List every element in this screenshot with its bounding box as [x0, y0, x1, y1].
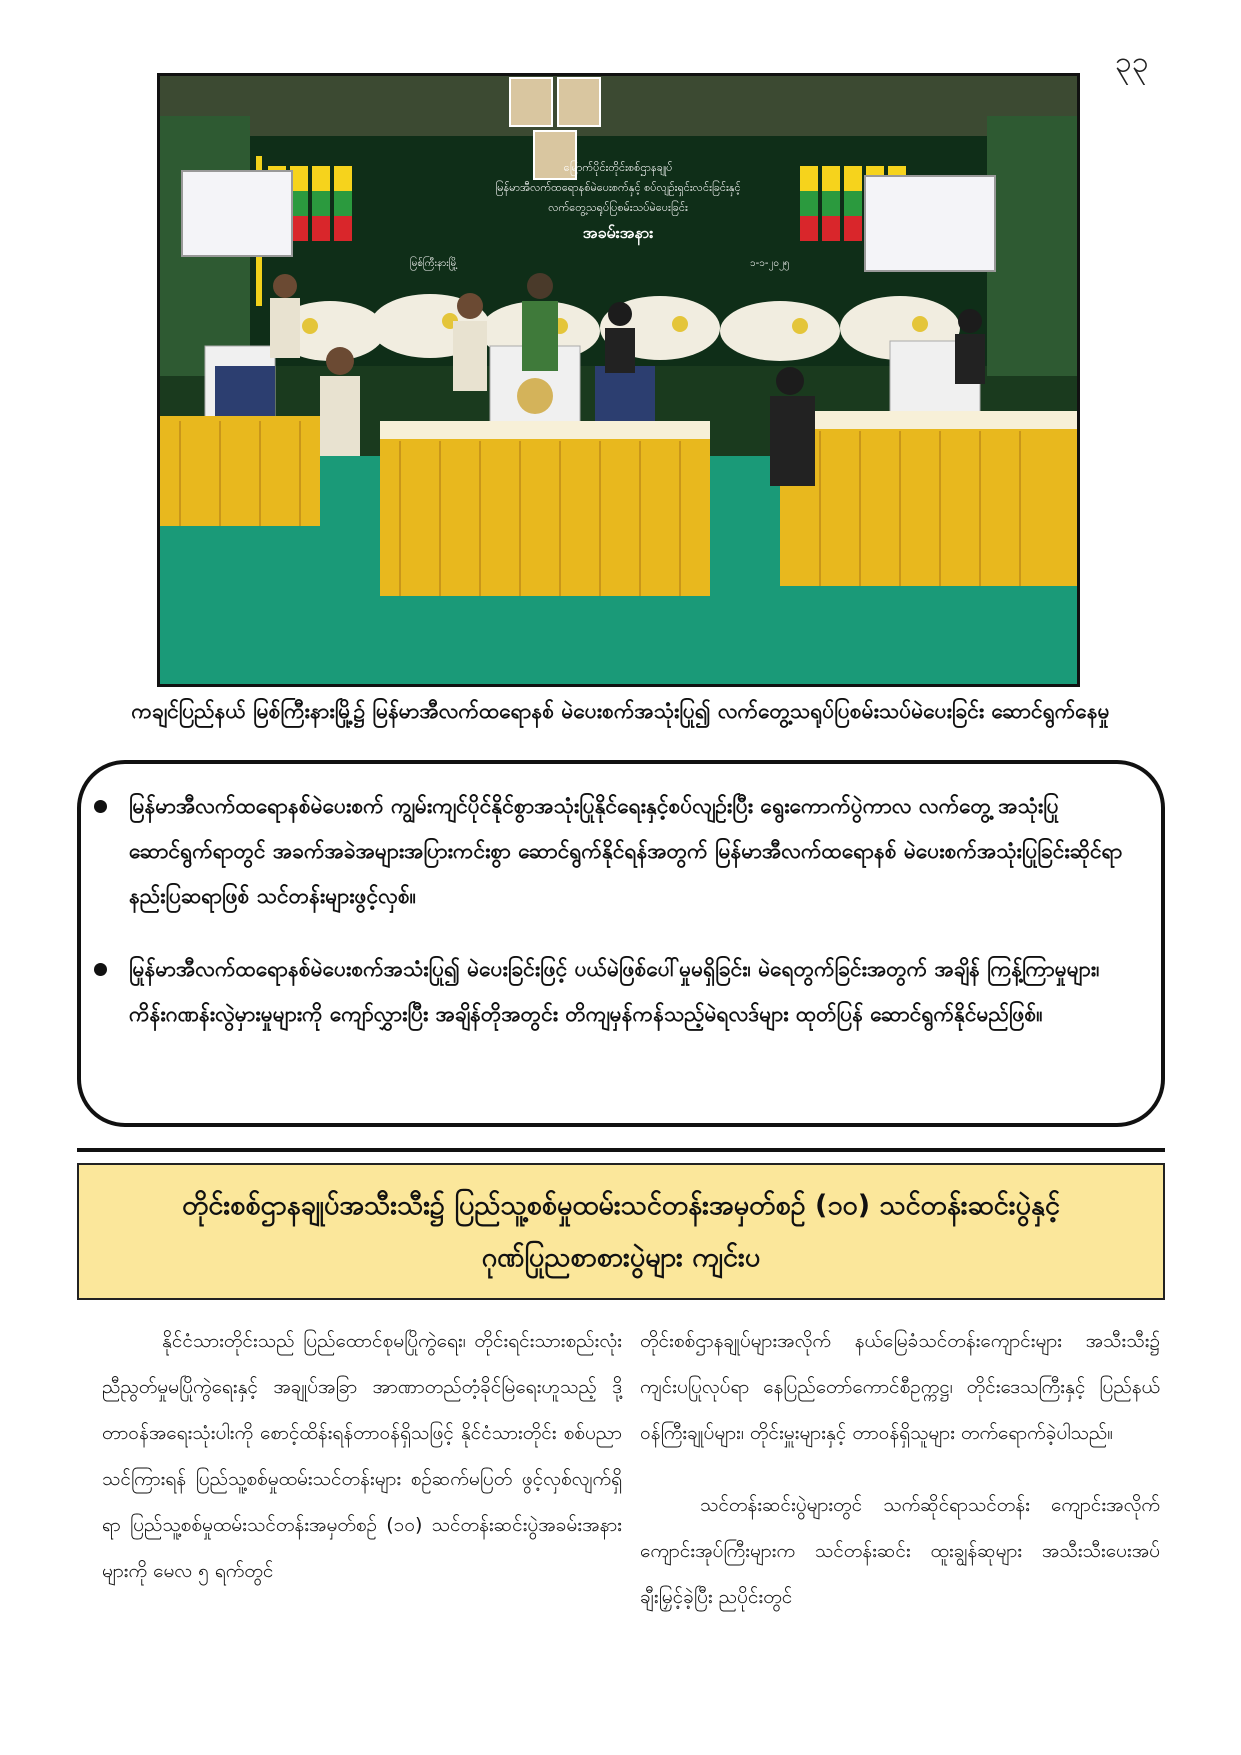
- banner-date: ၁-၁-၂၀၂၅: [750, 258, 790, 269]
- banner-line-2: မြန်မာအီလက်ထရောနစ်မဲပေးစက်နှင့် စပ်လျဉ်းရှင်းလင်းခြင်းနှင့်: [495, 181, 741, 194]
- banner-line-3: လက်တွေ့သရုပ်ပြစမ်းသပ်မဲပေးခြင်း: [548, 201, 688, 214]
- body-column-left: [102, 1318, 622, 1594]
- banner-line-4: အခမ်းအနား: [582, 223, 654, 242]
- event-photo: [157, 73, 1080, 687]
- body-paragraph: သင်တန်းဆင်းပွဲများတွင် သက်ဆိုင်ရာသင်တန်း ကျောင်းအလိုက် ကျောင်းအုပ်ကြီးများက သင်တန်းဆင်း ထူးချွန်ဆုများ အသီးသီးပေးအပ်ချီးမြှင့်ခဲ့ပြီး ညပိုင်းတွင်: [640, 1494, 1160, 1608]
- banner-place: မြစ်ကြီးနားမြို့: [410, 258, 458, 269]
- body-paragraph: တိုင်းစစ်ဌာနချုပ်များအလိုက် နယ်မြေခံသင်တန်းကျောင်းများ အသီးသီး၌ ကျင်းပပြုလုပ်ရာ နေပြည်တော်ကောင်စီဥက္ကဋ္ဌ၊ တိုင်းဒေသကြီးနှင့် ပြည်နယ်ဝန်ကြီးချုပ်များ၊ တိုင်းမှူးများနှင့် တာဝန်ရှိသူများ တက်ရောက်ခဲ့ပါသည်။: [640, 1330, 1160, 1444]
- bullet-text: မြန်မာအီလက်ထရောနစ်မဲပေးစက်အသုံးပြု၍ မဲပေးခြင်းဖြင့် ပယ်မဲဖြစ်ပေါ်မှုမရှိခြင်း၊ မဲရေတွက်ခြင်းအတွက် အချိန် ကြန့်ကြာမှုများ၊ ကိန်းဂဏန်းလွဲမှားမှုများကို ကျော်လွှားပြီး အချိန်တိုအတွင်း တိကျမှန်ကန်သည့်မဲရလဒ်များ ထုတ်ပြန် ဆောင်ရွက်နိုင်မည်ဖြစ်။: [129, 957, 1100, 1026]
- body-column-right: [640, 1318, 1160, 1620]
- highlight-box: [77, 760, 1165, 1127]
- bullet-dot-icon: [94, 963, 107, 976]
- article-headline: [77, 1163, 1165, 1300]
- banner-line-1: မြောက်ပိုင်းတိုင်းစစ်ဌာနချုပ်: [563, 161, 673, 174]
- headline-line-1: တိုင်းစစ်ဌာနချုပ်အသီးသီး၌ ပြည်သူ့စစ်မှုထမ်းသင်တန်းအမှတ်စဉ် (၁၀) သင်တန်းဆင်းပွဲနှင့်: [182, 1190, 1060, 1221]
- bullet-item: [129, 784, 1139, 919]
- bullet-text: မြန်မာအီလက်ထရောနစ်မဲပေးစက် ကျွမ်းကျင်ပိုင်နိုင်စွာအသုံးပြုနိုင်ရေးနှင့်စပ်လျဉ်းပြီး ရွေးကောက်ပွဲကာလ လက်တွေ့ အသုံးပြုဆောင်ရွက်ရာတွင် အခက်အခဲအများအပြားကင်းစွာ ဆောင်ရွက်နိုင်ရန်အတွက် မြန်မာအီလက်ထရောနစ် မဲပေးစက်အသုံးပြုခြင်းဆိုင်ရာ နည်းပြဆရာဖြစ် သင်တန်းများဖွင့်လှစ်။: [129, 794, 1123, 908]
- photo-caption: ကချင်ပြည်နယ် မြစ်ကြီးနားမြို့၌ မြန်မာအီလက်ထရောနစ် မဲပေးစက်အသုံးပြု၍ လက်တွေ့သရုပ်ပြစမ်းသပ်မဲပေးခြင်း ဆောင်ရွက်နေမှု: [131, 699, 1110, 723]
- body-paragraph: နိုင်ငံသားတိုင်းသည် ပြည်ထောင်စုမပြိုကွဲရေး၊ တိုင်းရင်းသားစည်းလုံးညီညွတ်မှုမပြိုကွဲရေးနှင့် အချုပ်အခြာ အာဏာတည်တံ့ခိုင်မြဲရေးဟူသည့် ဒို့တာဝန်အရေးသုံးပါးကို စောင့်ထိန်းရန်တာဝန်ရှိသဖြင့် နိုင်ငံသားတိုင်း စစ်ပညာ သင်ကြားရန် ပြည်သူ့စစ်မှုထမ်းသင်တန်းများ စဉ်ဆက်မပြတ် ဖွင့်လှစ်လျက်ရှိရာ ပြည်သူ့စစ်မှုထမ်းသင်တန်းအမှတ်စဉ် (၁၀) သင်တန်းဆင်းပွဲအခမ်းအနားများကို မေလ ၅ ရက်တွင်: [102, 1330, 622, 1582]
- bullet-item: [129, 947, 1139, 1037]
- page-number: ၃၃: [1115, 45, 1149, 80]
- section-divider: [77, 1148, 1165, 1152]
- headline-line-2: ဂုဏ်ပြုညစာစားပွဲများ ကျင်းပ: [481, 1242, 761, 1273]
- bullet-dot-icon: [94, 800, 107, 813]
